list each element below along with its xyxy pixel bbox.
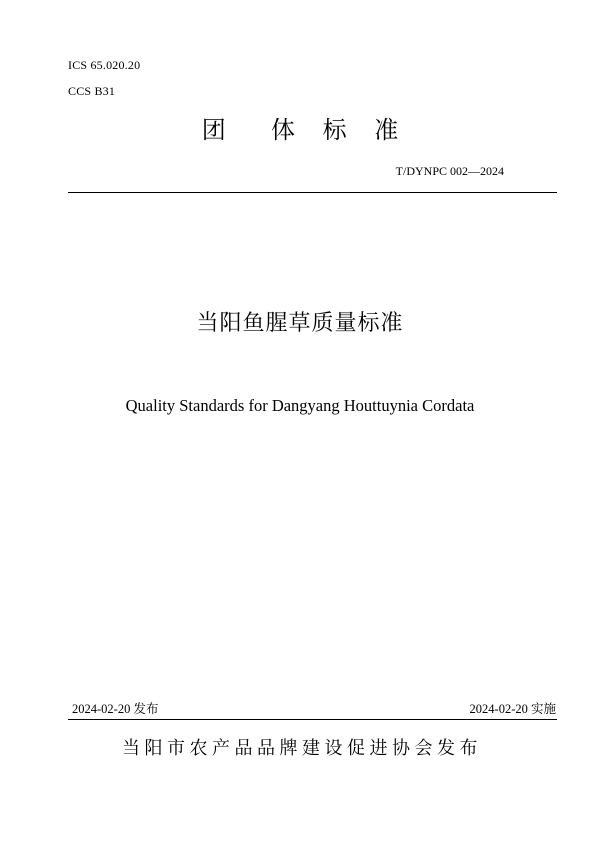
footer-divider <box>68 719 557 720</box>
publisher-name: 当阳市农产品品牌建设促进协会发布 <box>122 738 482 759</box>
standard-number: T/DYNPC 002—2024 <box>395 164 504 178</box>
implementation-date: 2024-02-20 实施 <box>469 702 556 716</box>
ccs-code: CCS B31 <box>68 84 116 98</box>
ics-code: ICS 65.020.20 <box>68 58 141 72</box>
document-type-text: 团 体 标 准 <box>201 116 409 144</box>
issue-date: 2024-02-20 发布 <box>72 702 159 716</box>
document-type-heading <box>0 110 600 145</box>
title-english: Quality Standards for Dangyang Houttuynia Cordata <box>125 396 475 415</box>
title-chinese: 当阳鱼腥草质量标准 <box>196 311 404 336</box>
header-divider <box>68 192 557 193</box>
publisher-line <box>0 734 600 760</box>
